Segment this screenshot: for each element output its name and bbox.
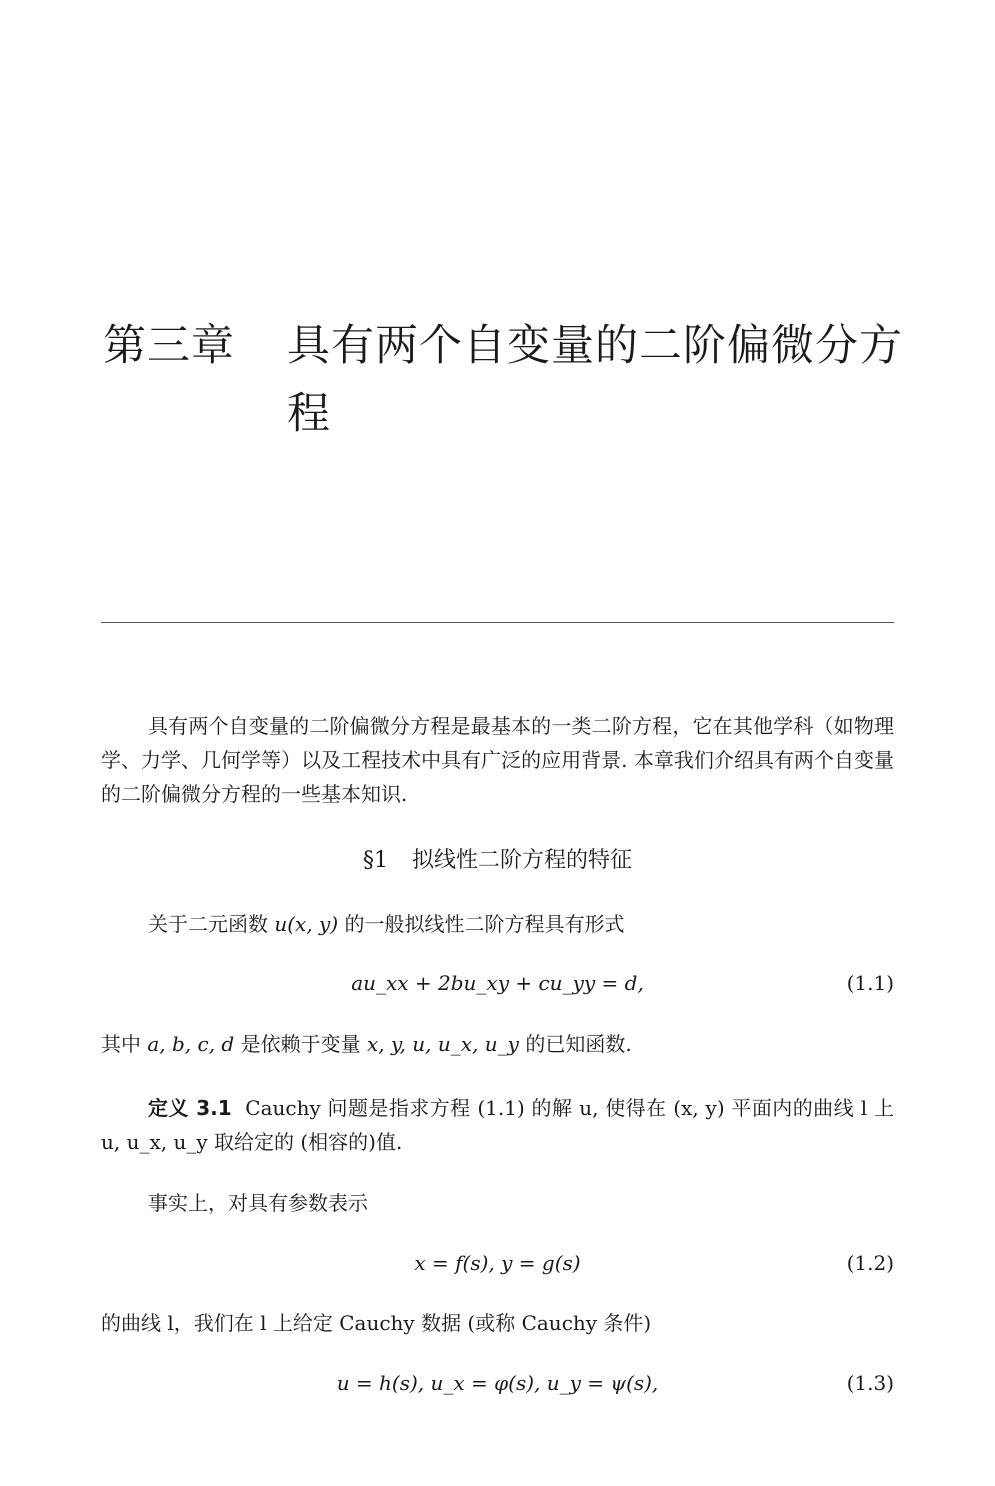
- chapter-divider: [101, 622, 894, 623]
- equation-1-3: [101, 1366, 894, 1400]
- definition-block: [101, 1091, 894, 1159]
- equation-body: au_xx + 2bu_xy + cu_yy = d,: [351, 971, 644, 995]
- section-number: §1: [362, 848, 388, 873]
- equation-number: (1.1): [846, 971, 894, 995]
- paragraph-parametric: 事实上，对具有参数表示: [148, 1191, 368, 1215]
- paragraph-general-form: [101, 907, 894, 941]
- text-middle: 是依赖于变量: [234, 1032, 367, 1056]
- text-suffix: 的一般拟线性二阶方程具有形式: [338, 912, 625, 936]
- definition-label: 定义 3.1: [148, 1096, 232, 1120]
- text-prefix: 其中: [101, 1032, 148, 1056]
- paragraph-cauchy-data: 的曲线 l，我们在 l 上给定 Cauchy 数据 (或称 Cauchy 条件): [101, 1311, 652, 1335]
- text-prefix: 关于二元函数: [148, 912, 275, 936]
- paragraph-coefficients: [101, 1027, 894, 1061]
- math-inline: x, y, u, u_x, u_y: [366, 1032, 519, 1056]
- math-inline: u(x, y): [274, 912, 339, 936]
- equation-body: x = f(s), y = g(s): [414, 1251, 581, 1275]
- section-heading: [0, 844, 995, 878]
- chapter-title: 具有两个自变量的二阶偏微分方程: [287, 321, 903, 439]
- equation-body: u = h(s), u_x = φ(s), u_y = ψ(s),: [336, 1371, 659, 1395]
- equation-number: (1.2): [846, 1251, 894, 1275]
- section-title: 拟线性二阶方程的特征: [411, 848, 632, 873]
- equation-1-1: [101, 966, 894, 1000]
- equation-number: (1.3): [846, 1371, 894, 1395]
- equation-1-2: [101, 1246, 894, 1280]
- chapter-label: 第三章: [103, 321, 235, 371]
- text-suffix: 的已知函数.: [518, 1032, 632, 1056]
- math-inline: a, b, c, d: [147, 1032, 235, 1056]
- intro-paragraph: 具有两个自变量的二阶偏微分方程是最基本的一类二阶方程，它在其他学科（如物理学、力学、几何学等）以及工程技术中具有广泛的应用背景. 本章我们介绍具有两个自变量的二阶偏微分方程的一些基本知识.: [101, 714, 894, 806]
- definition-text: Cauchy 问题是指求方程 (1.1) 的解 u, 使得在 (x, y) 平面内的曲线 l 上 u, u_x, u_y 取给定的 (相容的)值.: [101, 1096, 894, 1154]
